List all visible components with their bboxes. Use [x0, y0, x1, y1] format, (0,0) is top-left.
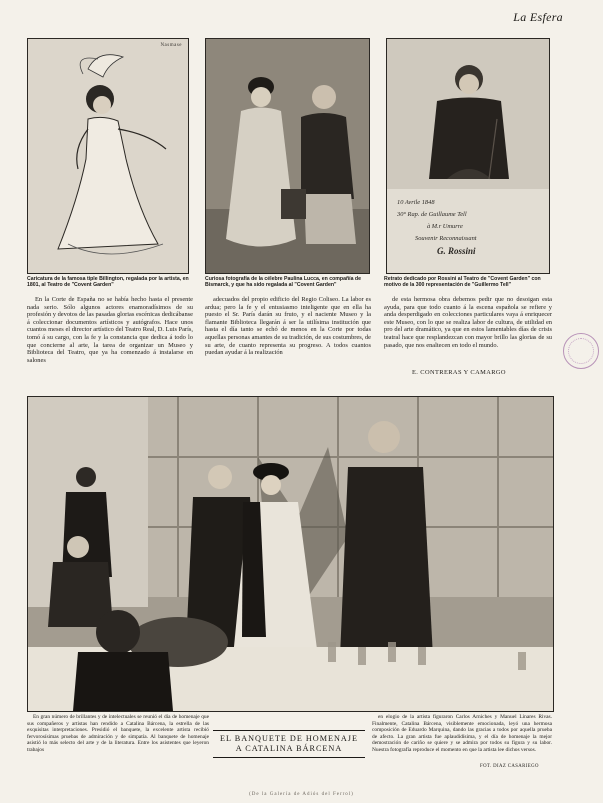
rossini-caption: Retrato dedicado por Rossini al Teatro de "Covent Garden" con motivo de la 300 representación de "Guillermo Tell" [384, 276, 541, 288]
banquet-headline-line2: A CATALINA BÁRCENA [235, 744, 343, 753]
photo-credit: FOT. DIAZ CASARIEGO [480, 764, 539, 769]
article-paragraph: En la Corte de España no se había hecho hasta el presente nada serio. Sólo algunos actores enamoradísimos de su profesión y devotos de las pasadas glorias escénicas dedicábanse á coleccionar documentos artísticos y autógrafos. Hace unos cuantos meses el director artístico del Teatro Real, D. Luis París, tomó á su cargo, con la fe y la constancia que dedica á todo lo que concierne al arte, la tarea de organizar un Museo y Biblioteca del Teatro, que ya ha comenzado á instalarse en salones [27, 296, 193, 364]
banquet-paragraph: En gran número de brillantes y de intelectuales se reunió el día de homenaje que sus compañeros y artistas han rendido a Catalina Bárcena, la estrella de las exquisitas interpretaciones. Presidió el banquete, la excelente artista recibió fervorosísimas pruebas de admiración y de simpatía. Al banquete de homenaje asistió lo más selecto del arte y de la literatura. Entre los asistentes que leyeron trabajos [27, 714, 209, 753]
banquet-headline-line1: EL BANQUETE DE HOMENAJE [220, 734, 358, 743]
masthead: La Esfera [513, 10, 563, 24]
rossini-inscription [397, 197, 541, 257]
inscription-line: 30° Rap. de Guillaume Tell [397, 211, 467, 218]
banquet-paragraph: en elogio de la artista figuraron Carlos Arniches y Manuel Linares Rivas. Finalmente, Catalina Bárcena, visiblemente emocionada, leyó una hermosa composición de Eduardo Marquina, dando las gracias a todos por aquella prueba de afecto. La gran artista fue aplaudidísima, y el día de homenaje la mejor demostración de cariño se quiere y se admira por todos su figura y su labor. Nuestra fotografía reproduce el momento en que la artista lee dichos versos. [372, 714, 552, 753]
inscription-line: Souvenir Reconnaissant [415, 235, 477, 242]
banquet-illustration [28, 397, 553, 711]
banquet-photo [27, 396, 554, 712]
inscription-line: à M.r Umurre [427, 223, 463, 230]
inscription-line: 10 Avrile 1848 [397, 199, 435, 206]
lucca-caption: Curiosa fotografía de la célebre Paulina Lucca, en compañía de Bismarck, y que ha sido regalada al "Covent Garden" [205, 276, 361, 288]
lucca-bismarck-photo [205, 38, 370, 274]
article-paragraph: de esta hermosa obra debemos pedir que no desoigan esta ayuda, para que todo cuanto á la escena española se refiere y anda desperdigado en colecciones particulares vaya á enriquecer este Museo, con lo que se realiza labor de cultura, de utilidad en pro del arte dramático, ya que en estos lamentables días de crisis teatral hace que resplandezcan con mayor brillo las glorias de su pasado, que nos enaltecen en todo el mundo. [384, 296, 552, 349]
library-stamp-icon [563, 333, 599, 369]
banquet-text-right [372, 714, 552, 762]
banquet-headline [213, 730, 365, 758]
lucca-bismarck-illustration [206, 39, 369, 273]
article-column-2 [205, 296, 371, 376]
banquet-text-left [27, 714, 209, 762]
rossini-photo [386, 38, 550, 274]
billington-photo [27, 38, 189, 274]
article-paragraph: adecuados del propio edificio del Regio Coliseo. La labor es ardua; pero la fe y el entusiasmo inteligente que en ella ha puesto el Sr. París darán su fruto, y el naciente Museo y la flamante Biblioteca llegarán á ser la utilísima institución que hasta el día tanto se echó de menos en la Corte por todas aquellas personas amantes de su tradición, de sus costumbres, de su arte, de cuanto representa su progreso. A todos cuantos puedan ayudar á la realización [205, 296, 371, 357]
inscription-signature: G. Rossini [437, 246, 476, 256]
page-footer: (De la Galería de Adiós del Ferrol) [249, 792, 354, 797]
rossini-portrait [387, 39, 549, 189]
article-column-3 [384, 296, 552, 368]
billington-caption: Caricatura de la famosa tiple Billington, regalada por la artista, en 1801, al Teatro de "Covent Garden" [27, 276, 189, 288]
photo-label: Nasmase [160, 43, 182, 48]
article-signature: E. CONTRERAS Y CAMARGO [412, 369, 506, 376]
article-column-1 [27, 296, 193, 376]
billington-illustration [28, 39, 188, 273]
